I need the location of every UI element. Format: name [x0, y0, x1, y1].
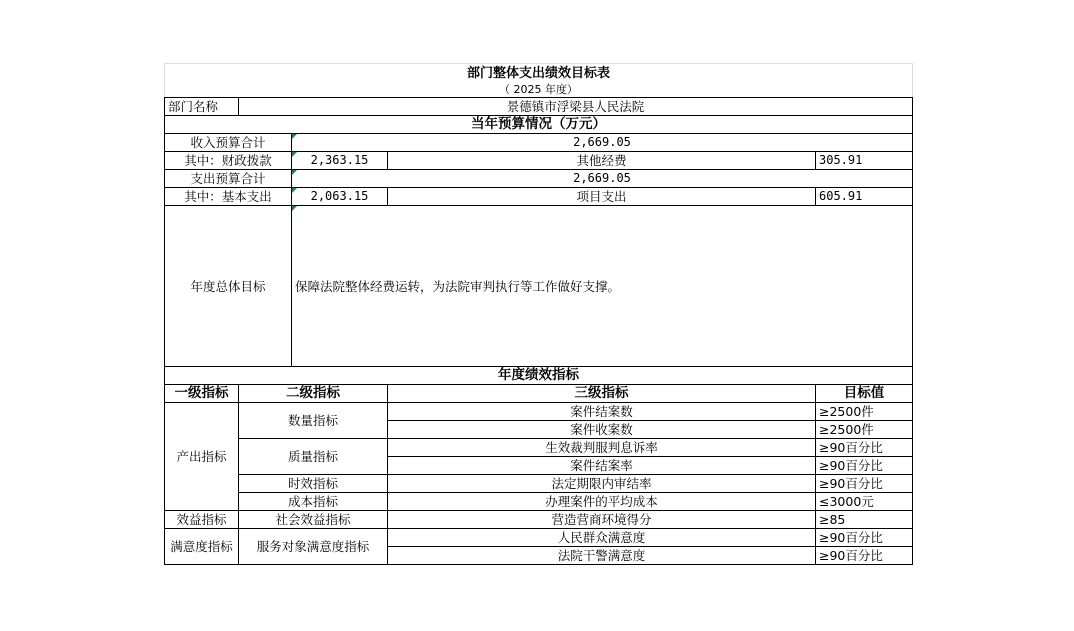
- target-cell: ≥90百分比: [816, 475, 913, 493]
- income-total-value: 2,669.05: [292, 134, 913, 152]
- target-cell: ≤3000元: [816, 493, 913, 511]
- level2-cost: 成本指标: [239, 493, 388, 511]
- project-expense-label: 项目支出: [388, 188, 816, 206]
- level2-quality: 质量指标: [239, 439, 388, 475]
- level1-benefit: 效益指标: [165, 511, 239, 529]
- table-row: [165, 511, 913, 529]
- table-row: [165, 475, 913, 493]
- indicator-cell: 办理案件的平均成本: [388, 493, 816, 511]
- performance-section-title: 年度绩效指标: [165, 367, 913, 385]
- target-cell: ≥90百分比: [816, 529, 913, 547]
- header-level1: 一级指标: [165, 385, 239, 403]
- target-cell: ≥2500件: [816, 403, 913, 421]
- fiscal-allocation-value: 2,363.15: [292, 152, 388, 170]
- indicator-cell: 案件结案率: [388, 457, 816, 475]
- project-expense-value: 605.91: [816, 188, 913, 206]
- level2-timeliness: 时效指标: [239, 475, 388, 493]
- target-cell: ≥90百分比: [816, 547, 913, 565]
- income-total-label: 收入预算合计: [165, 134, 292, 152]
- department-name-value: 景德镇市浮梁县人民法院: [239, 98, 913, 116]
- level2-service-satisfaction: 服务对象满意度指标: [239, 529, 388, 565]
- target-cell: ≥90百分比: [816, 457, 913, 475]
- header-level2: 二级指标: [239, 385, 388, 403]
- performance-table: [164, 63, 913, 565]
- year-label: （ 2025 年度）: [165, 82, 913, 98]
- table-row: [165, 529, 913, 547]
- table-row: [165, 403, 913, 421]
- expense-total-value: 2,669.05: [292, 170, 913, 188]
- department-name-label: 部门名称: [165, 98, 239, 116]
- indicator-cell: 法定期限内审结率: [388, 475, 816, 493]
- target-cell: ≥2500件: [816, 421, 913, 439]
- annual-goal-label: 年度总体目标: [165, 206, 292, 367]
- other-funds-label: 其他经费: [388, 152, 816, 170]
- indicator-cell: 人民群众满意度: [388, 529, 816, 547]
- indicator-cell: 案件结案数: [388, 403, 816, 421]
- level2-quantity: 数量指标: [239, 403, 388, 439]
- basic-expense-label: 其中：基本支出: [165, 188, 292, 206]
- level1-satisfaction: 满意度指标: [165, 529, 239, 565]
- expense-total-label: 支出预算合计: [165, 170, 292, 188]
- indicator-cell: 案件收案数: [388, 421, 816, 439]
- performance-table-sheet: [164, 63, 912, 565]
- fiscal-allocation-label: 其中：财政拨款: [165, 152, 292, 170]
- budget-section-title: 当年预算情况（万元）: [165, 116, 913, 134]
- table-row: [165, 493, 913, 511]
- target-cell: ≥90百分比: [816, 439, 913, 457]
- indicator-cell: 生效裁判服判息诉率: [388, 439, 816, 457]
- indicator-cell: 法院干警满意度: [388, 547, 816, 565]
- table-title: 部门整体支出绩效目标表: [165, 64, 913, 83]
- level1-output: 产出指标: [165, 403, 239, 511]
- table-row: [165, 439, 913, 457]
- header-target: 目标值: [816, 385, 913, 403]
- header-level3: 三级指标: [388, 385, 816, 403]
- other-funds-value: 305.91: [816, 152, 913, 170]
- indicator-cell: 营造营商环境得分: [388, 511, 816, 529]
- target-cell: ≥85: [816, 511, 913, 529]
- basic-expense-value: 2,063.15: [292, 188, 388, 206]
- level2-social-benefit: 社会效益指标: [239, 511, 388, 529]
- annual-goal-text: 保障法院整体经费运转，为法院审判执行等工作做好支撑。: [292, 206, 913, 367]
